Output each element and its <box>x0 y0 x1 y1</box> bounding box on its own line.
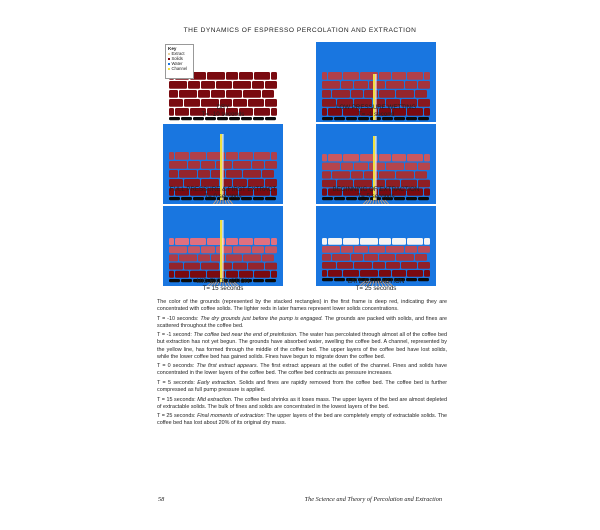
caption-time: T= 5 seconds <box>357 193 395 201</box>
coffee-grounds-block <box>262 254 274 261</box>
coffee-grounds-block <box>386 163 404 170</box>
coffee-grounds-block <box>343 72 359 80</box>
coffee-grounds-block <box>248 263 264 270</box>
body-paragraph <box>157 299 447 313</box>
coffee-grounds-block <box>239 238 253 245</box>
coffee-grounds-block <box>328 72 342 80</box>
paragraph-head: T = 15 seconds: <box>157 396 196 403</box>
coffee-grounds-block <box>239 72 253 80</box>
caption-mid-extraction <box>143 278 303 293</box>
coffee-grounds-block <box>211 90 225 98</box>
channel-swatch <box>168 68 170 70</box>
paragraph-text: The grounds are packed with solids, and fines are scattered throughout the coffee bed. <box>157 315 447 329</box>
coffee-grounds-block <box>252 81 264 89</box>
caption-time: T= 15 seconds <box>202 285 244 293</box>
coffee-grounds-block <box>169 246 187 253</box>
coffee-grounds-block <box>373 262 385 269</box>
coffee-grounds-block <box>169 254 178 261</box>
coffee-grounds-block <box>175 271 189 278</box>
paragraph-text: Solids and fines are rapidly removed from the coffee bed. The coffee bed is further compressed as full pump pressure is applied. <box>157 379 448 394</box>
coffee-grounds-block <box>369 81 385 89</box>
coffee-grounds-block <box>379 72 391 80</box>
coffee-grounds-block <box>216 246 232 253</box>
coffee-grounds-block <box>216 81 232 89</box>
coffee-grounds-block <box>401 262 417 269</box>
paragraph-emphasis: The dry grounds just before the pump is engaged. <box>200 315 323 322</box>
coffee-grounds-block <box>386 81 404 89</box>
coffee-grounds-block <box>424 238 430 245</box>
coffee-grounds-block <box>424 72 430 80</box>
coffee-grounds-block <box>243 170 261 178</box>
coffee-grounds-block <box>364 254 378 261</box>
paragraph-emphasis: Early extraction. <box>197 379 237 386</box>
coffee-grounds-block <box>354 81 368 89</box>
panel-late-extraction <box>316 206 436 286</box>
coffee-grounds-block <box>201 161 215 169</box>
legend-key <box>165 44 194 79</box>
solids-swatch <box>168 58 170 60</box>
paragraph-emphasis: The coffee bed near the end of preinfusion. <box>193 332 298 339</box>
caption-time: T= -1 second <box>357 111 395 119</box>
caption-time: T= 0 seconds <box>204 193 242 201</box>
coffee-grounds-block <box>415 254 427 261</box>
coffee-grounds-block <box>169 238 174 245</box>
coffee-grounds-block <box>169 152 174 160</box>
coffee-grounds-block <box>405 246 417 253</box>
coffee-grounds-block <box>233 161 251 169</box>
coffee-grounds-block <box>360 270 378 277</box>
coffee-grounds-block <box>354 163 368 170</box>
coffee-grounds-block <box>175 152 189 160</box>
caption-title: DRY <box>216 104 230 111</box>
coffee-grounds-block <box>424 154 430 161</box>
coffee-grounds-block <box>392 154 406 161</box>
channel-highlight <box>222 220 223 282</box>
coffee-grounds-block <box>343 270 359 277</box>
coffee-grounds-block <box>243 254 261 261</box>
coffee-grounds-block <box>169 81 187 89</box>
coffee-grounds-block <box>405 163 417 170</box>
coffee-grounds-block <box>343 238 359 245</box>
coffee-grounds-block <box>271 238 277 245</box>
coffee-grounds-block <box>265 246 277 253</box>
coffee-grounds-block <box>322 262 336 269</box>
coffee-grounds-block <box>175 238 189 245</box>
coffee-grounds-block <box>252 246 264 253</box>
paragraph-head: T = 5 seconds: <box>157 379 195 386</box>
coffee-grounds-block <box>271 72 277 80</box>
coffee-grounds-block <box>262 90 274 98</box>
caption-title: MID EXTRACTION <box>196 278 250 285</box>
coffee-grounds-block <box>418 262 430 269</box>
mid-extraction-diagram <box>163 206 283 286</box>
coffee-grounds-block <box>405 81 417 89</box>
coffee-grounds-block <box>360 238 378 245</box>
coffee-grounds-block <box>169 90 178 98</box>
body-paragraph <box>157 397 447 411</box>
coffee-grounds-block <box>379 154 391 161</box>
coffee-grounds-block <box>407 72 423 80</box>
coffee-grounds-block <box>239 152 253 160</box>
coffee-grounds-block <box>271 271 277 278</box>
coffee-grounds-block <box>322 254 331 261</box>
caption-title: LOW PRESSURE WETTING <box>335 104 417 111</box>
coffee-grounds-block <box>341 246 353 253</box>
coffee-grounds-block <box>328 154 342 161</box>
coffee-grounds-block <box>322 270 327 277</box>
coffee-grounds-block <box>265 263 277 270</box>
coffee-grounds-block <box>254 238 270 245</box>
body-paragraph <box>157 413 447 427</box>
coffee-grounds-block <box>418 246 430 253</box>
coffee-grounds-block <box>198 254 210 261</box>
coffee-grounds-block <box>351 171 363 178</box>
coffee-grounds-block <box>265 161 277 169</box>
coffee-grounds-block <box>226 238 238 245</box>
body-paragraph <box>157 363 447 377</box>
coffee-grounds-block <box>201 81 215 89</box>
caption-low-pressure-wetting <box>296 104 456 119</box>
caption-time: T= -10 seconds <box>201 111 245 119</box>
coffee-grounds-block <box>190 271 206 278</box>
coffee-grounds-block <box>379 90 395 98</box>
coffee-grounds-block <box>207 72 225 80</box>
key-item-label: Water <box>171 61 183 66</box>
key-title: Key <box>168 46 177 51</box>
coffee-grounds-block <box>322 90 331 98</box>
coffee-grounds-block <box>322 246 340 253</box>
key-item-channel <box>168 66 191 71</box>
coffee-grounds-block <box>415 171 427 178</box>
caption-title: FULL PRESSURE & FIRST EXTRACT <box>169 186 277 193</box>
caption-time: T= 25 seconds <box>355 285 397 293</box>
running-title: The Science and Theory of Percolation and Extraction <box>304 496 442 503</box>
paragraph-emphasis: The first extract appears. <box>196 363 259 370</box>
key-item-label: Channel <box>171 66 188 71</box>
coffee-grounds-block <box>188 81 200 89</box>
coffee-grounds-block <box>392 238 406 245</box>
coffee-grounds-block <box>351 254 363 261</box>
paragraph-emphasis: Mid extraction. <box>197 396 233 403</box>
coffee-grounds-block <box>201 246 215 253</box>
coffee-grounds-block <box>184 263 200 270</box>
coffee-grounds-block <box>226 271 238 278</box>
extract-swatch <box>168 53 170 55</box>
body-paragraph <box>157 316 447 330</box>
page-number: 58 <box>158 496 165 503</box>
paragraph-text: The water has percolated through almost all of the coffee bed but extraction has not yet begun. The grounds have absorbed water, swelling the coffee bed. A channel, represented by the yellow line, has formed through the middle of the coffee bed. The upper layers of the coffee bed have lost solids, while the lower coffee bed has gained solids. Fines have begun to migrate down the coffee bed. <box>157 332 448 360</box>
coffee-grounds-block <box>226 152 238 160</box>
coffee-grounds-block <box>396 171 414 178</box>
coffee-grounds-block <box>239 271 253 278</box>
coffee-grounds-block <box>169 263 183 270</box>
coffee-grounds-block <box>226 254 242 261</box>
coffee-grounds-block <box>354 246 368 253</box>
late-extraction-diagram <box>316 206 436 286</box>
coffee-grounds-block <box>343 154 359 161</box>
coffee-grounds-block <box>379 270 391 277</box>
body-text <box>157 299 447 430</box>
paragraph-head: T = -1 second: <box>157 332 192 339</box>
key-item-label: Solids <box>171 56 183 61</box>
coffee-grounds-block <box>198 90 210 98</box>
caption-full-pressure-first-extract <box>143 186 303 201</box>
coffee-grounds-block <box>179 90 197 98</box>
coffee-grounds-block <box>332 90 350 98</box>
paragraph-emphasis: Final moments of extraction: <box>197 413 265 420</box>
coffee-grounds-block <box>188 246 200 253</box>
coffee-grounds-block <box>254 72 270 80</box>
channel-line <box>220 220 222 282</box>
coffee-grounds-block <box>179 170 197 178</box>
paragraph-text: The first extract appears at the outlet of the channel. Fines and solids have concentrated in the lower layers of the coffee bed. The coffee bed contracts as pressure increases. <box>157 363 447 377</box>
coffee-grounds-block <box>322 238 327 245</box>
coffee-grounds-block <box>243 90 261 98</box>
coffee-grounds-block <box>332 254 350 261</box>
coffee-grounds-block <box>322 163 340 170</box>
coffee-grounds-block <box>418 163 430 170</box>
paragraph-head: T = 25 seconds: <box>157 413 196 420</box>
coffee-grounds-block <box>322 72 327 80</box>
coffee-grounds-block <box>190 238 206 245</box>
coffee-grounds-block <box>396 254 414 261</box>
coffee-grounds-block <box>190 152 206 160</box>
coffee-grounds-block <box>379 254 395 261</box>
body-paragraph <box>157 380 447 394</box>
coffee-grounds-block <box>341 163 353 170</box>
coffee-grounds-block <box>262 170 274 178</box>
body-paragraph <box>157 332 447 360</box>
coffee-grounds-block <box>271 152 277 160</box>
coffee-grounds-block <box>369 246 385 253</box>
coffee-grounds-block <box>407 154 423 161</box>
paragraph-head: T = 0 seconds: <box>157 363 195 370</box>
coffee-grounds-block <box>379 171 395 178</box>
coffee-grounds-block <box>226 170 242 178</box>
coffee-grounds-block <box>254 152 270 160</box>
coffee-grounds-block <box>341 81 353 89</box>
coffee-grounds-block <box>392 270 406 277</box>
coffee-grounds-block <box>337 262 353 269</box>
paragraph-text: The coffee bed shrinks as it loses mass. The upper layers of the bed are almost depleted of extractable solids. The bulk of fines and solids are concentrated in the lowest layers of the bed. <box>157 396 447 410</box>
caption-beginning-of-extraction <box>296 186 456 201</box>
paragraph-text: The color of the grounds (represented by the stacked rectangles) in the first frame is deep red, indicating they are concentrated with coffee solids. The lighter reds in later frames represent lower solids concentrations. <box>157 299 447 313</box>
coffee-grounds-block <box>226 90 242 98</box>
coffee-grounds-block <box>415 90 427 98</box>
caption-title: LATE EXTRACTION <box>347 278 405 285</box>
page-title: THE DYNAMICS OF ESPRESSO PERCOLATION AND EXTRACTION <box>183 27 417 34</box>
paragraph-text: The upper layers of the bed are completely empty of extractable solids. The coffee bed has lost about 20% of its original dry mass. <box>157 413 447 427</box>
coffee-grounds-block <box>169 161 187 169</box>
coffee-grounds-block <box>252 161 264 169</box>
coffee-grounds-block <box>392 72 406 80</box>
coffee-grounds-block <box>322 154 327 161</box>
coffee-grounds-block <box>328 238 342 245</box>
coffee-grounds-block <box>179 254 197 261</box>
coffee-grounds-block <box>169 170 178 178</box>
coffee-grounds-block <box>233 81 251 89</box>
coffee-grounds-block <box>254 271 270 278</box>
coffee-grounds-block <box>233 246 251 253</box>
coffee-grounds-block <box>351 90 363 98</box>
coffee-grounds-block <box>265 81 277 89</box>
coffee-grounds-block <box>322 171 331 178</box>
coffee-grounds-block <box>328 270 342 277</box>
coffee-grounds-block <box>322 81 340 89</box>
coffee-grounds-block <box>407 238 423 245</box>
caption-late-extraction <box>296 278 456 293</box>
coffee-grounds-block <box>233 263 247 270</box>
coffee-grounds-block <box>216 161 232 169</box>
coffee-grounds-block <box>169 271 174 278</box>
coffee-grounds-block <box>396 90 414 98</box>
coffee-grounds-block <box>226 72 238 80</box>
coffee-grounds-block <box>386 246 404 253</box>
coffee-grounds-block <box>198 170 210 178</box>
coffee-grounds-block <box>418 81 430 89</box>
caption-dry <box>143 104 303 119</box>
coffee-grounds-block <box>386 262 400 269</box>
key-item-label: Extract <box>171 51 185 56</box>
coffee-grounds-block <box>369 163 385 170</box>
coffee-grounds-block <box>201 263 219 270</box>
coffee-grounds-block <box>354 262 372 269</box>
caption-title: BEGINNING OF EXTRACTION <box>332 186 420 193</box>
coffee-grounds-block <box>188 161 200 169</box>
coffee-grounds-block <box>424 270 430 277</box>
paragraph-head: T = -10 seconds: <box>157 315 199 322</box>
water-swatch <box>168 63 170 65</box>
coffee-grounds-block <box>407 270 423 277</box>
coffee-grounds-block <box>379 238 391 245</box>
coffee-grounds-block <box>332 171 350 178</box>
panel-mid-extraction <box>163 206 283 286</box>
